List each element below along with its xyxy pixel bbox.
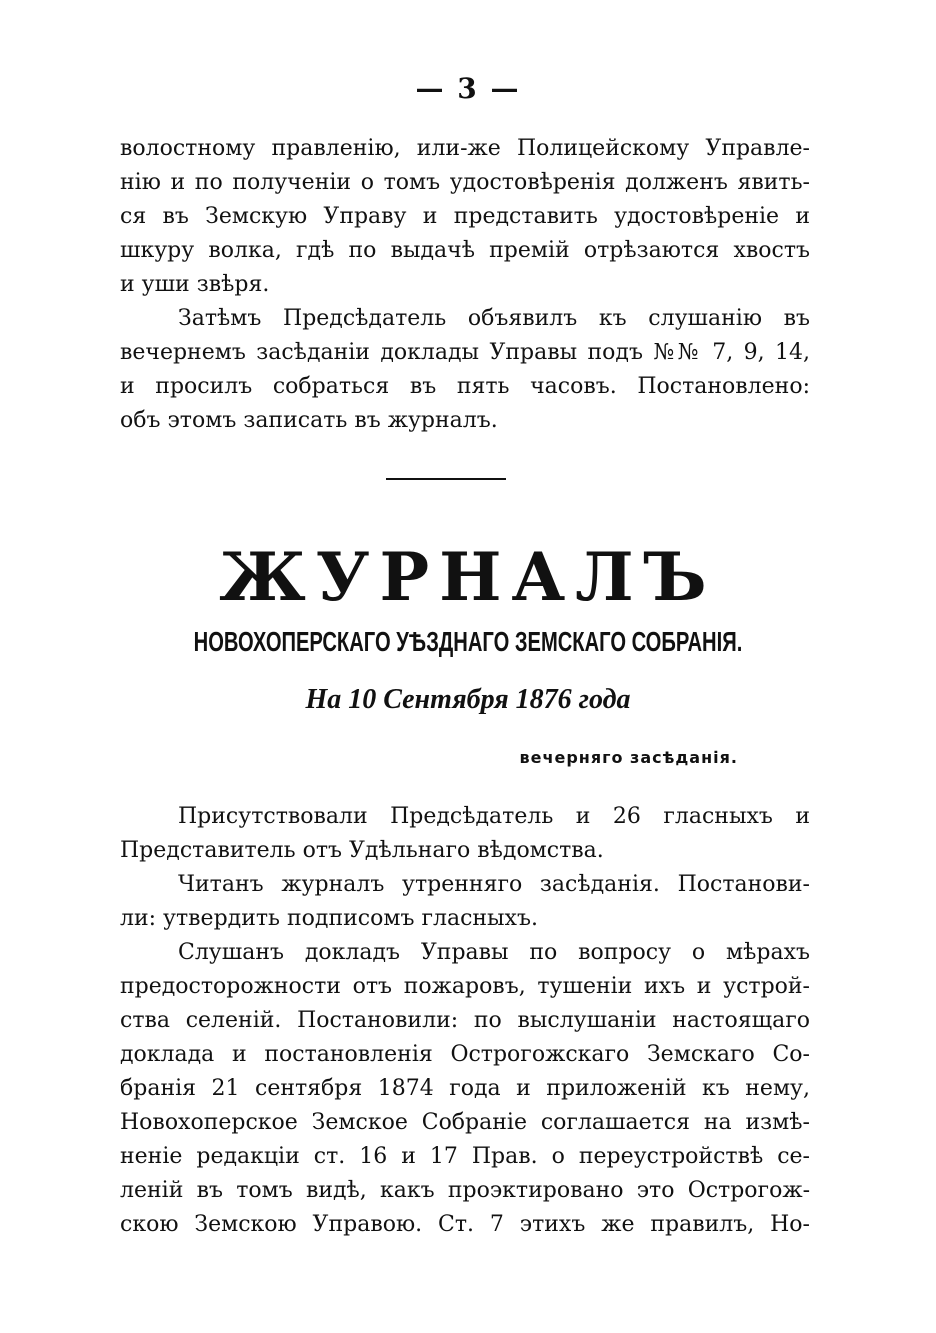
text-line: нію и по полученіи о томъ удостовѣренія долженъ явить-	[120, 170, 810, 195]
text-line: бранія 21 сентября 1874 года и приложеній къ нему,	[120, 1076, 810, 1101]
text-line: Затѣмъ Предсѣдатель объявилъ къ слушанію въ	[178, 306, 810, 331]
text-line: и просилъ собраться въ пять часовъ. Постановлено:	[120, 374, 810, 399]
page-number: — 3 —	[415, 72, 521, 105]
text-line: объ этомъ записать въ журналъ.	[120, 408, 498, 433]
text-line: волостному правленію, или-же Полицейскому Управле-	[120, 136, 810, 161]
session-label: вечерняго засѣданія.	[519, 748, 738, 767]
journal-title: ЖУРНАЛЪ	[219, 538, 717, 616]
text-line: скою Земскою Управою. Ст. 7 этихъ же правилъ, Но-	[120, 1212, 810, 1237]
text-line: леній въ томъ видѣ, какъ проэктировано это Острогож-	[120, 1178, 810, 1203]
text-line: Представитель отъ Удѣльнаго вѣдомства.	[120, 838, 604, 863]
text-line: Читанъ журналъ утренняго засѣданія. Постанови-	[178, 872, 810, 897]
text-line: шкуру волка, гдѣ по выдачѣ премій отрѣзаются хвостъ	[120, 238, 810, 263]
text-line: доклада и постановленія Острогожскаго Земскаго Со-	[120, 1042, 810, 1067]
text-line: ства селеній. Постановили: по выслушаніи настоящаго	[120, 1008, 810, 1033]
text-line: ли: утвердить подписомъ гласныхъ.	[120, 906, 538, 931]
journal-subtitle: НОВОХОПЕРСКАГО УѢЗДНАГО ЗЕМСКАГО СОБРАНІЯ.	[193, 626, 743, 657]
text-line: Новохоперское Земское Собраніе соглашается на измѣ-	[120, 1110, 810, 1135]
text-line: ся въ Земскую Управу и представить удостовѣреніе и	[120, 204, 810, 229]
text-line: Присутствовали Предсѣдатель и 26 гласныхъ и	[178, 804, 810, 829]
text-line: Слушанъ докладъ Управы по вопросу о мѣрахъ	[178, 940, 810, 965]
text-line: предосторожности отъ пожаровъ, тушеніи ихъ и устрой-	[120, 974, 810, 999]
text-line: вечернемъ засѣданіи доклады Управы подъ №№ 7, 9, 14,	[120, 340, 810, 365]
journal-date: На 10 Сентября 1876 года	[305, 684, 631, 715]
text-line: неніе редакціи ст. 16 и 17 Прав. о переустройствѣ се-	[120, 1144, 810, 1169]
section-divider	[386, 478, 506, 480]
text-line: и уши звѣря.	[120, 272, 270, 297]
